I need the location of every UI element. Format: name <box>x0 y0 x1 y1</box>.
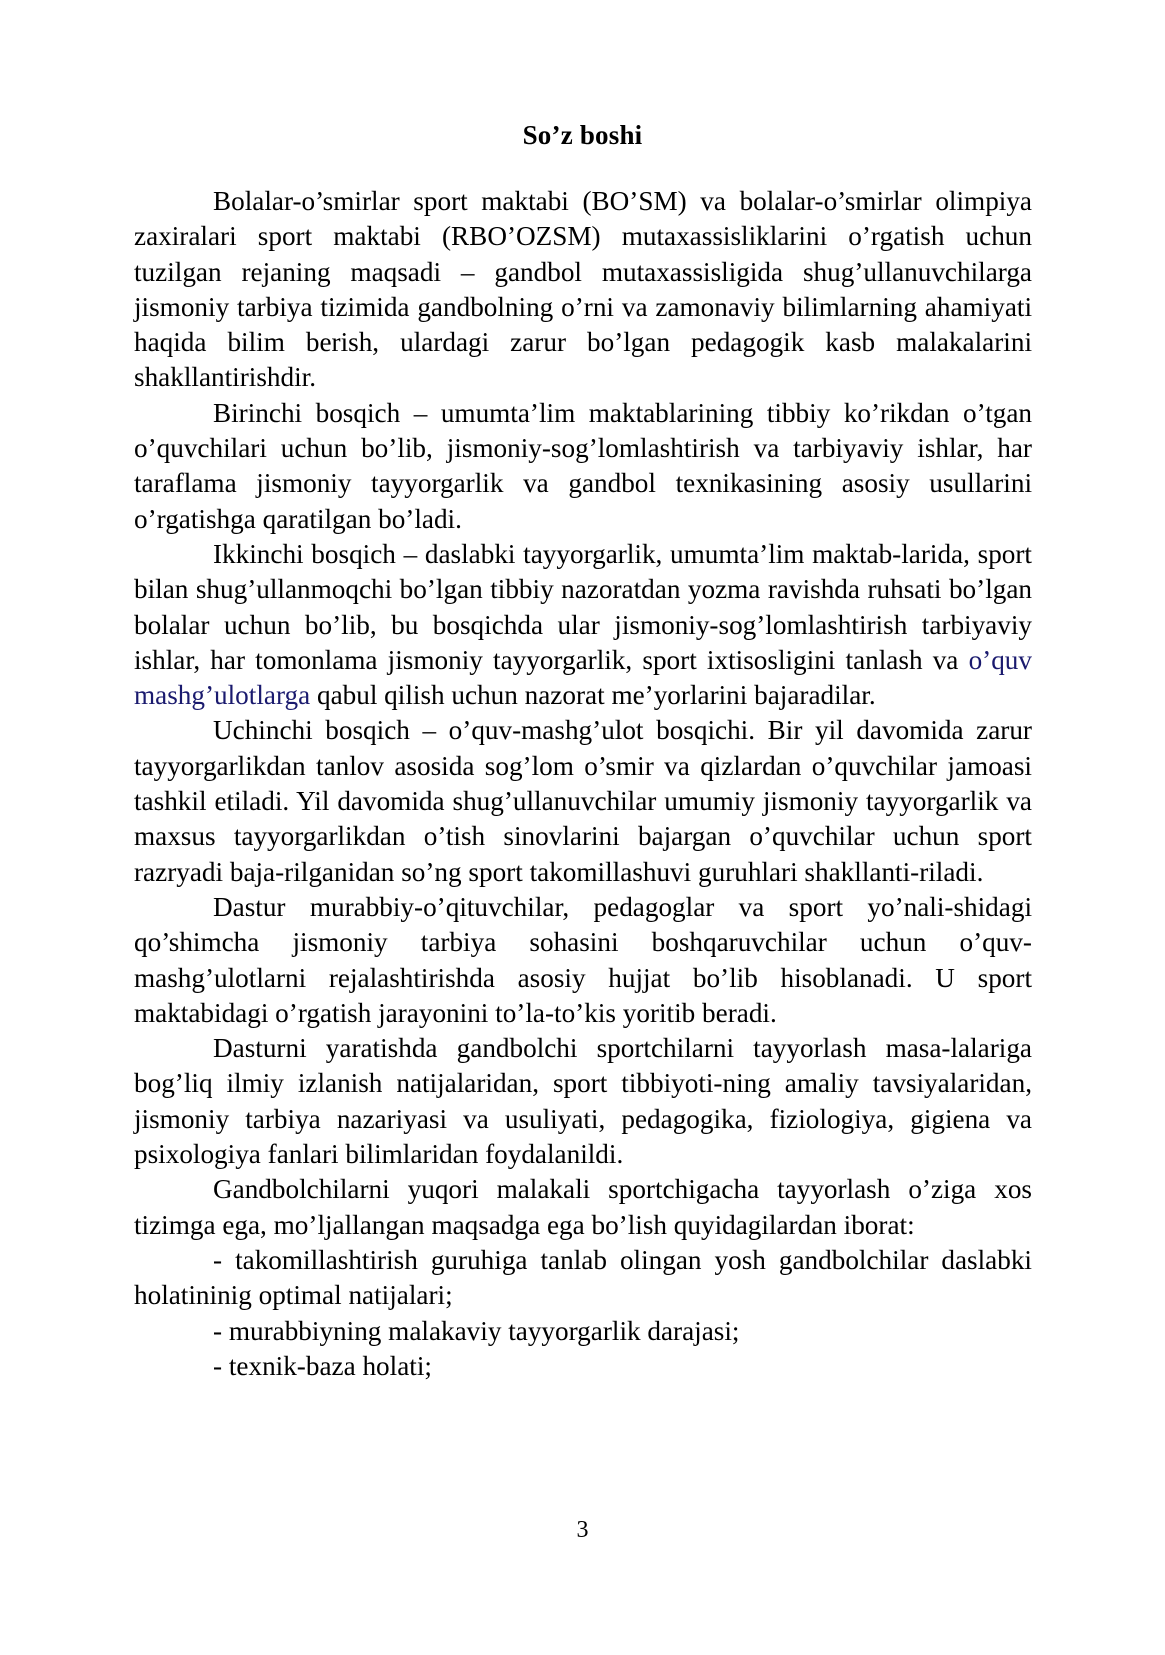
paragraph-program: Dastur murabbiy-o’qituvchilar, pedagoglar va sport yo’nali-shidagi qo’shimcha jismoniy tarbiya sohasini boshqaruvchilar uchun o’quv-mashg’ulotlarni rejalashtirishda asosiy hujjat bo’lib hisoblanadi. U sport maktabidagi o’rgatish jarayonini to’la-to’kis yoritib beradi. <box>134 891 1032 1028</box>
list-item: - texnik-baza holati; <box>213 1350 432 1381</box>
body-text <box>134 184 1032 1384</box>
page-title: So’z boshi <box>522 120 643 150</box>
page-number: 3 <box>576 1517 589 1543</box>
paragraph-intro: Bolalar-o’smirlar sport maktabi (BO’SM) va bolalar-o’smirlar olimpiya zaxiralari sport maktabi (RBO’OZSM) mutaxassisliklarini o’rgatish uchun tuzilgan rejaning maqsadi – gandbol mutaxassisligida shug’ullanuvchilarga jismoniy tarbiya tizimida gandbolning o’rni va zamonaviy bilimlarning ahamiyati haqida bilim berish, ulardagi zarur bo’lgan pedagogik kasb malakalarini shakllantirishdir. <box>134 186 1032 393</box>
paragraph-system: Gandbolchilarni yuqori malakali sportchigacha tayyorlash o’ziga xos tizimga ega, mo’ljallangan maqsadga ega bo’lish quyidagilardan iborat: <box>134 1174 1032 1240</box>
paragraph-second-stage-text: Ikkinchi bosqich – daslabki tayyorgarlik, umumta’lim maktab-larida, sport bilan shug’ullanmoqchi bo’lgan tibbiy nazoratdan yozma ravishda ruhsati bo’lgan bolalar uchun bo’lib, bu bosqichda ular jismoniy-sog’lomlashtirish tarbiyaviy ishlar, har tomonlama jismoniy tayyorgarlik, sport ixtisosligini tanlash va <box>134 538 1032 675</box>
paragraph-second-stage-text-end: qabul qilish uchun nazorat me’yorlarini bajaradilar. <box>310 680 876 711</box>
list-item: - murabbiyning malakaviy tayyorgarlik darajasi; <box>213 1315 740 1346</box>
paragraph-second-stage <box>134 537 1032 713</box>
list-item: - takomillashtirish guruhiga tanlab olingan yosh gandbolchilar daslabki holatininig optimal natijalari; <box>134 1244 1032 1311</box>
paragraph-third-stage: Uchinchi bosqich – o’quv-mashg’ulot bosqichi. Bir yil davomida zarur tayyorgarlikdan tanlov asosida sog’lom o’smir va qizlardan o’quvchilar jamoasi tashkil etiladi. Yil davomida shug’ullanuvchilar umumiy jismoniy tayyorgarlik va maxsus tayyorgarlikdan o’tish sinovlarini bajargan o’quvchilar uchun sport razryadi baja-rilganidan so’ng sport takomillashuvi guruhlari shakllanti-riladi. <box>134 715 1032 887</box>
training-sessions-link[interactable]: o’quv mashg’ulotlarga <box>134 644 1032 711</box>
paragraph-program-creation: Dasturni yaratishda gandbolchi sportchilarni tayyorlash masa-lalariga bog’liq ilmiy izlanish natijalaridan, sport tibbiyoti-ning amaliy tavsiyalaridan, jismoniy tarbiya nazariyasi va usuliyati, pedagogika, fiziologiya, gigiena va psixologiya fanlari bilimlaridan foydalanildi. <box>134 1033 1032 1170</box>
paragraph-first-stage: Birinchi bosqich – umumta’lim maktablarining tibbiy ko’rikdan o’tgan o’quvchilari uchun bo’lib, jismoniy-sog’lomlashtirish va tarbiyaviy ishlar, har taraflama jismoniy tayyorgarlik va gandbol texnikasining asosiy usullarini o’rgatishga qaratilgan bo’ladi. <box>134 397 1032 534</box>
